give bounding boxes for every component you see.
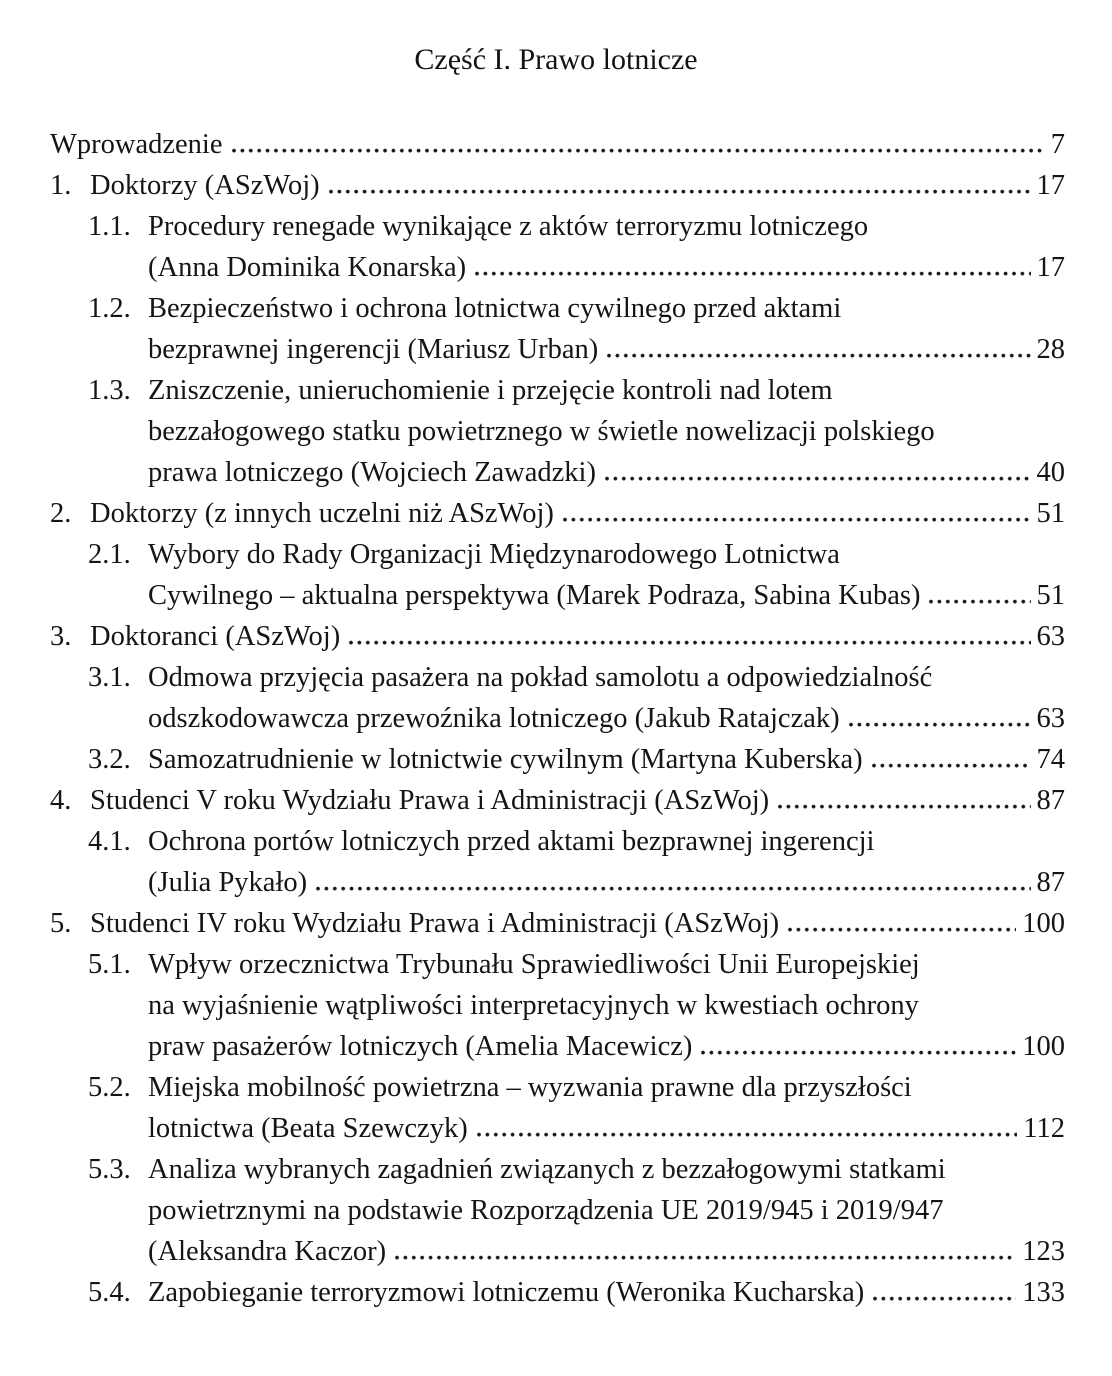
toc-entry-number: 5.2.	[88, 1072, 131, 1103]
toc-entry-title: bezprawnej ingerencji (Mariusz Urban)	[148, 334, 599, 365]
dot-leader	[873, 1296, 1016, 1301]
toc-entry-title: powietrznymi na podstawie Rozporządzenia UE 2019/945 i 2019/947	[148, 1195, 944, 1226]
toc-entry-title: lotnictwa (Beata Szewczyk)	[148, 1113, 468, 1144]
toc-entry-line	[50, 616, 1065, 657]
dot-leader	[607, 353, 1030, 358]
toc-entry-number: 1.1.	[88, 211, 131, 242]
toc-entry-line	[88, 985, 1065, 1026]
toc-entry-title: Samozatrudnienie w lotnictwie cywilnym (Martyna Kuberska)	[148, 744, 863, 775]
toc-entry-title: (Anna Dominika Konarska)	[148, 252, 467, 283]
toc-entry-line	[88, 862, 1065, 903]
toc-entry-number: 4.	[50, 785, 72, 816]
toc-page-number: 74	[1036, 744, 1065, 775]
toc-entry-number: 2.1.	[88, 539, 131, 570]
toc-entry-line	[88, 206, 1065, 247]
toc-entry	[50, 493, 1065, 534]
toc-page-number: 7	[1050, 129, 1065, 160]
toc-entry-title: prawa lotniczego (Wojciech Zawadzki)	[148, 457, 596, 488]
dot-leader	[563, 517, 1031, 522]
toc-entry-title: Bezpieczeństwo i ochrona lotnictwa cywilnego przed aktami	[148, 293, 842, 324]
toc-entry-number: 5.1.	[88, 949, 131, 980]
toc-entry-line	[88, 329, 1065, 370]
toc-entry-line	[88, 370, 1065, 411]
toc-entry-line	[88, 247, 1065, 288]
dot-leader	[395, 1255, 1016, 1260]
dot-leader	[349, 640, 1030, 645]
toc-entry-line	[88, 1190, 1065, 1231]
toc-entry-title: Zniszczenie, unieruchomienie i przejęcie kontroli nad lotem	[148, 375, 833, 406]
dot-leader	[872, 763, 1031, 768]
toc-entry-title: (Aleksandra Kaczor)	[148, 1236, 387, 1267]
dot-leader	[316, 886, 1030, 891]
toc-entry-title: Wybory do Rady Organizacji Międzynarodowego Lotnictwa	[148, 539, 840, 570]
toc-entry-number: 1.2.	[88, 293, 131, 324]
toc-entry-title: (Julia Pykało)	[148, 867, 308, 898]
toc-entry-title: Zapobieganie terroryzmowi lotniczemu (Weronika Kucharska)	[148, 1277, 865, 1308]
toc-entry-title: Odmowa przyjęcia pasażera na pokład samolotu a odpowiedzialność	[148, 662, 933, 693]
toc-page-number: 40	[1036, 457, 1065, 488]
toc-entry-title: Procedury renegade wynikające z aktów terroryzmu lotniczego	[148, 211, 869, 242]
toc-entry-line	[88, 411, 1065, 452]
toc-entry	[50, 1067, 1065, 1149]
toc-entry-title: Ochrona portów lotniczych przed aktami bezprawnej ingerencji	[148, 826, 875, 857]
toc-entry-title: na wyjaśnienie wątpliwości interpretacyjnych w kwestiach ochrony	[148, 990, 919, 1021]
toc-entry	[50, 657, 1065, 739]
toc-entry-line	[50, 165, 1065, 206]
toc-entry-line	[88, 534, 1065, 575]
toc-page-number: 133	[1022, 1277, 1065, 1308]
toc-entry-number: 2.	[50, 498, 72, 529]
dot-leader	[701, 1050, 1016, 1055]
toc-entry	[50, 903, 1065, 944]
dot-leader	[605, 476, 1031, 481]
page-title: Część I. Prawo lotnicze	[414, 43, 698, 76]
toc-entry-title: Doktorzy (z innych uczelni niż ASzWoj)	[90, 498, 554, 529]
toc-entry-line	[50, 493, 1065, 534]
toc-entry-line	[88, 944, 1065, 985]
toc-entry	[50, 616, 1065, 657]
toc-entry-line	[88, 698, 1065, 739]
toc-page-number: 87	[1036, 867, 1065, 898]
toc-page-number: 63	[1036, 703, 1065, 734]
toc-entry	[50, 1272, 1065, 1313]
toc-entry	[50, 534, 1065, 616]
toc-entry	[50, 206, 1065, 288]
toc-entry-line	[88, 1067, 1065, 1108]
toc-entry	[50, 739, 1065, 780]
toc-entry-title: Cywilnego – aktualna perspektywa (Marek Podraza, Sabina Kubas)	[148, 580, 921, 611]
toc-page-number: 63	[1036, 621, 1065, 652]
toc-entry-line	[88, 1108, 1065, 1149]
toc-entry-number: 4.1.	[88, 826, 131, 857]
toc-entry-number: 1.3.	[88, 375, 131, 406]
dot-leader	[477, 1132, 1018, 1137]
toc-entry-title: odszkodowawcza przewoźnika lotniczego (Jakub Ratajczak)	[148, 703, 840, 734]
toc-entry-title: praw pasażerów lotniczych (Amelia Macewicz)	[148, 1031, 693, 1062]
toc-entry-title: Studenci V roku Wydziału Prawa i Administracji (ASzWoj)	[90, 785, 770, 816]
dot-leader	[778, 804, 1030, 809]
toc-entry	[50, 944, 1065, 1067]
toc-entry-line	[88, 1026, 1065, 1067]
toc-page-number: 87	[1036, 785, 1065, 816]
toc-entry	[50, 288, 1065, 370]
toc-entry-line	[88, 821, 1065, 862]
toc-page-number: 51	[1036, 580, 1065, 611]
toc-entry	[50, 821, 1065, 903]
toc-entry-number: 3.2.	[88, 744, 131, 775]
toc-entry-title: Doktoranci (ASzWoj)	[90, 621, 341, 652]
toc-entry-line	[50, 780, 1065, 821]
dot-leader	[929, 599, 1030, 604]
toc-entry	[50, 124, 1065, 165]
toc-page-number: 28	[1036, 334, 1065, 365]
toc-page-number: 100	[1022, 1031, 1065, 1062]
toc-entry-line	[50, 124, 1065, 165]
toc-entry-line	[88, 575, 1065, 616]
toc-entry-number: 5.	[50, 908, 72, 939]
toc-entry-line	[88, 1149, 1065, 1190]
toc-page-number: 17	[1036, 252, 1065, 283]
toc-entry-line	[50, 903, 1065, 944]
toc-entry-title: Miejska mobilność powietrzna – wyzwania prawne dla przyszłości	[148, 1072, 912, 1103]
toc-entry-title: Doktorzy (ASzWoj)	[90, 170, 320, 201]
toc-entry-title: Wprowadzenie	[50, 129, 223, 160]
toc-entry-title: Wpływ orzecznictwa Trybunału Sprawiedliwości Unii Europejskiej	[148, 949, 920, 980]
toc-page-number: 17	[1036, 170, 1065, 201]
toc-entry-title: Analiza wybranych zagadnień związanych z bezzałogowymi statkami	[148, 1154, 946, 1185]
dot-leader	[788, 927, 1016, 932]
toc-entry-line	[88, 452, 1065, 493]
toc-entry-number: 3.	[50, 621, 72, 652]
toc-entry	[50, 165, 1065, 206]
dot-leader	[475, 271, 1030, 276]
toc-entry	[50, 370, 1065, 493]
toc-entry-number: 3.1.	[88, 662, 131, 693]
toc-entry-number: 5.3.	[88, 1154, 131, 1185]
toc-entry-line	[88, 1272, 1065, 1313]
dot-leader	[329, 189, 1031, 194]
toc-page-number: 100	[1022, 908, 1065, 939]
toc-page-number: 112	[1023, 1113, 1065, 1144]
toc-entry-line	[88, 657, 1065, 698]
dot-leader	[232, 148, 1045, 153]
toc-page-number: 123	[1022, 1236, 1065, 1267]
toc-entry-title: Studenci IV roku Wydziału Prawa i Administracji (ASzWoj)	[90, 908, 780, 939]
toc-entry-number: 5.4.	[88, 1277, 131, 1308]
toc-list	[0, 78, 1112, 1313]
toc-entry-line	[88, 1231, 1065, 1272]
dot-leader	[849, 722, 1031, 727]
toc-entry-line	[88, 288, 1065, 329]
toc-entry	[50, 1149, 1065, 1272]
toc-entry-title: bezzałogowego statku powietrznego w świetle nowelizacji polskiego	[148, 416, 935, 447]
toc-entry-number: 1.	[50, 170, 72, 201]
toc-entry	[50, 780, 1065, 821]
toc-entry-line	[88, 739, 1065, 780]
toc-page-number: 51	[1036, 498, 1065, 529]
